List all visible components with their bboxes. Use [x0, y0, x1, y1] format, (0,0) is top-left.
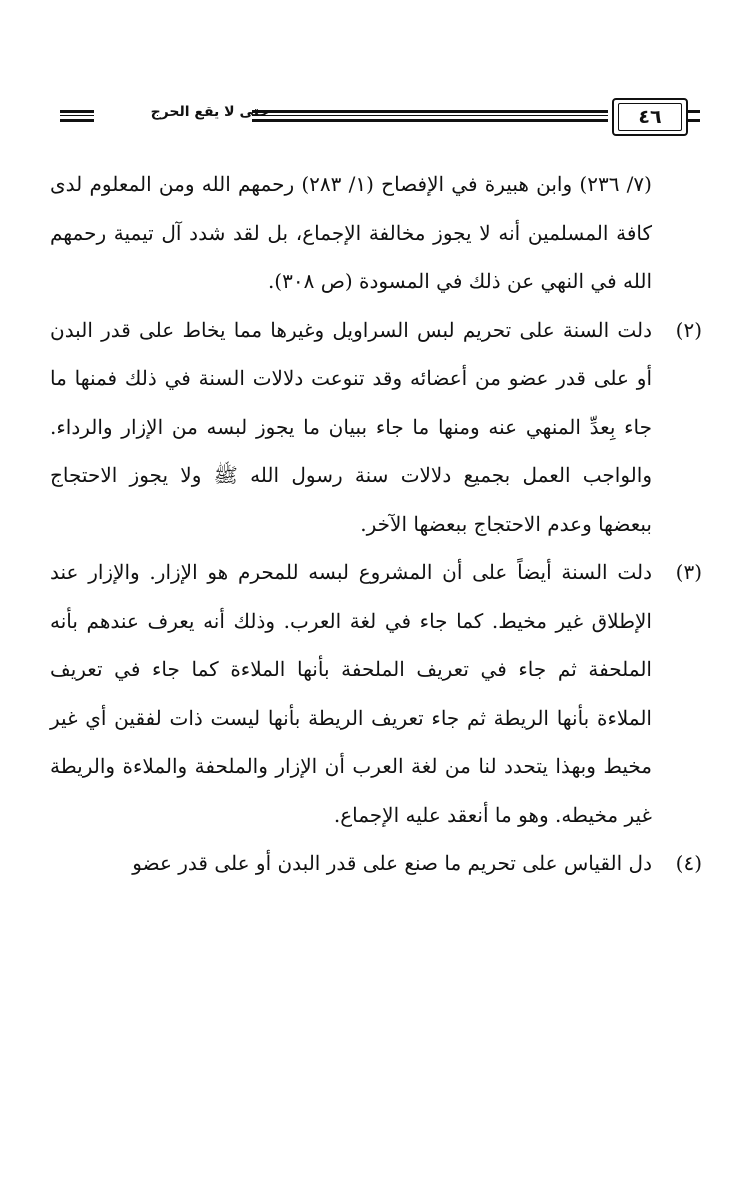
- header-ornament-tail: [688, 110, 700, 122]
- header-ornament-rule-long: [252, 110, 608, 122]
- page-number-box: [612, 98, 688, 136]
- item-text: دل القياس على تحريم ما صنع على قدر البدن أو على قدر عضو: [132, 851, 652, 875]
- page-header: [52, 96, 702, 142]
- item-number: (٢): [675, 317, 702, 342]
- page-number: ٤٦: [638, 106, 662, 128]
- page-body: [50, 160, 702, 888]
- numbered-item: [50, 839, 702, 888]
- item-text: دلت السنة على تحريم لبس السراويل وغيرها مما يخاط على قدر البدن أو على قدر عضو من أعضائه وقد تنوعت دلالات السنة في ذلك فمنها ما جاء بِعدِّ المنهي عنه ومنها ما جاء ببيان ما يجوز لبسه من الإزار والرداء. والواجب العمل بجميع دلالات سنة رسول الله ﷺ ولا يجوز الاحتجاج ببعضها وعدم الاحتجاج ببعضها الآخر.: [50, 317, 652, 536]
- item-number: (٤): [675, 851, 702, 875]
- running-title: حتى لا يقع الحرج: [150, 104, 270, 120]
- numbered-item: [50, 548, 702, 839]
- intro-paragraph: (٧/ ٢٣٦) وابن هبيرة في الإفصاح (١/ ٢٨٣) رحمهم الله ومن المعلوم لدى كافة المسلمين أنه لا يجوز مخالفة الإجماع، بل لقد شدد آل تيمية رحمهم الله في النهي عن ذلك في المسودة (ص ٣٠٨).: [50, 172, 652, 293]
- item-number: (٣): [675, 560, 702, 584]
- header-ornament-rule-short: [60, 110, 94, 122]
- numbered-item: [50, 306, 702, 549]
- item-text: دلت السنة أيضاً على أن المشروع لبسه للمحرم هو الإزار. والإزار عند الإطلاق غير مخيط. كما جاء في لغة العرب. وذلك أنه يعرف عندهم بأنه الملحفة ثم جاء في تعريف الملحفة بأنها الملاءة كما جاء في تعريف الملاءة بأنها الريطة ثم جاء تعريف الريطة بأنها ليست ذات لفقين أي غير مخيط وبهذا يتحدد لنا من لغة العرب أن الإزار والملحفة والملاءة والريطة غير مخيطه. وهو ما أنعقد عليه الإجماع.: [50, 560, 652, 827]
